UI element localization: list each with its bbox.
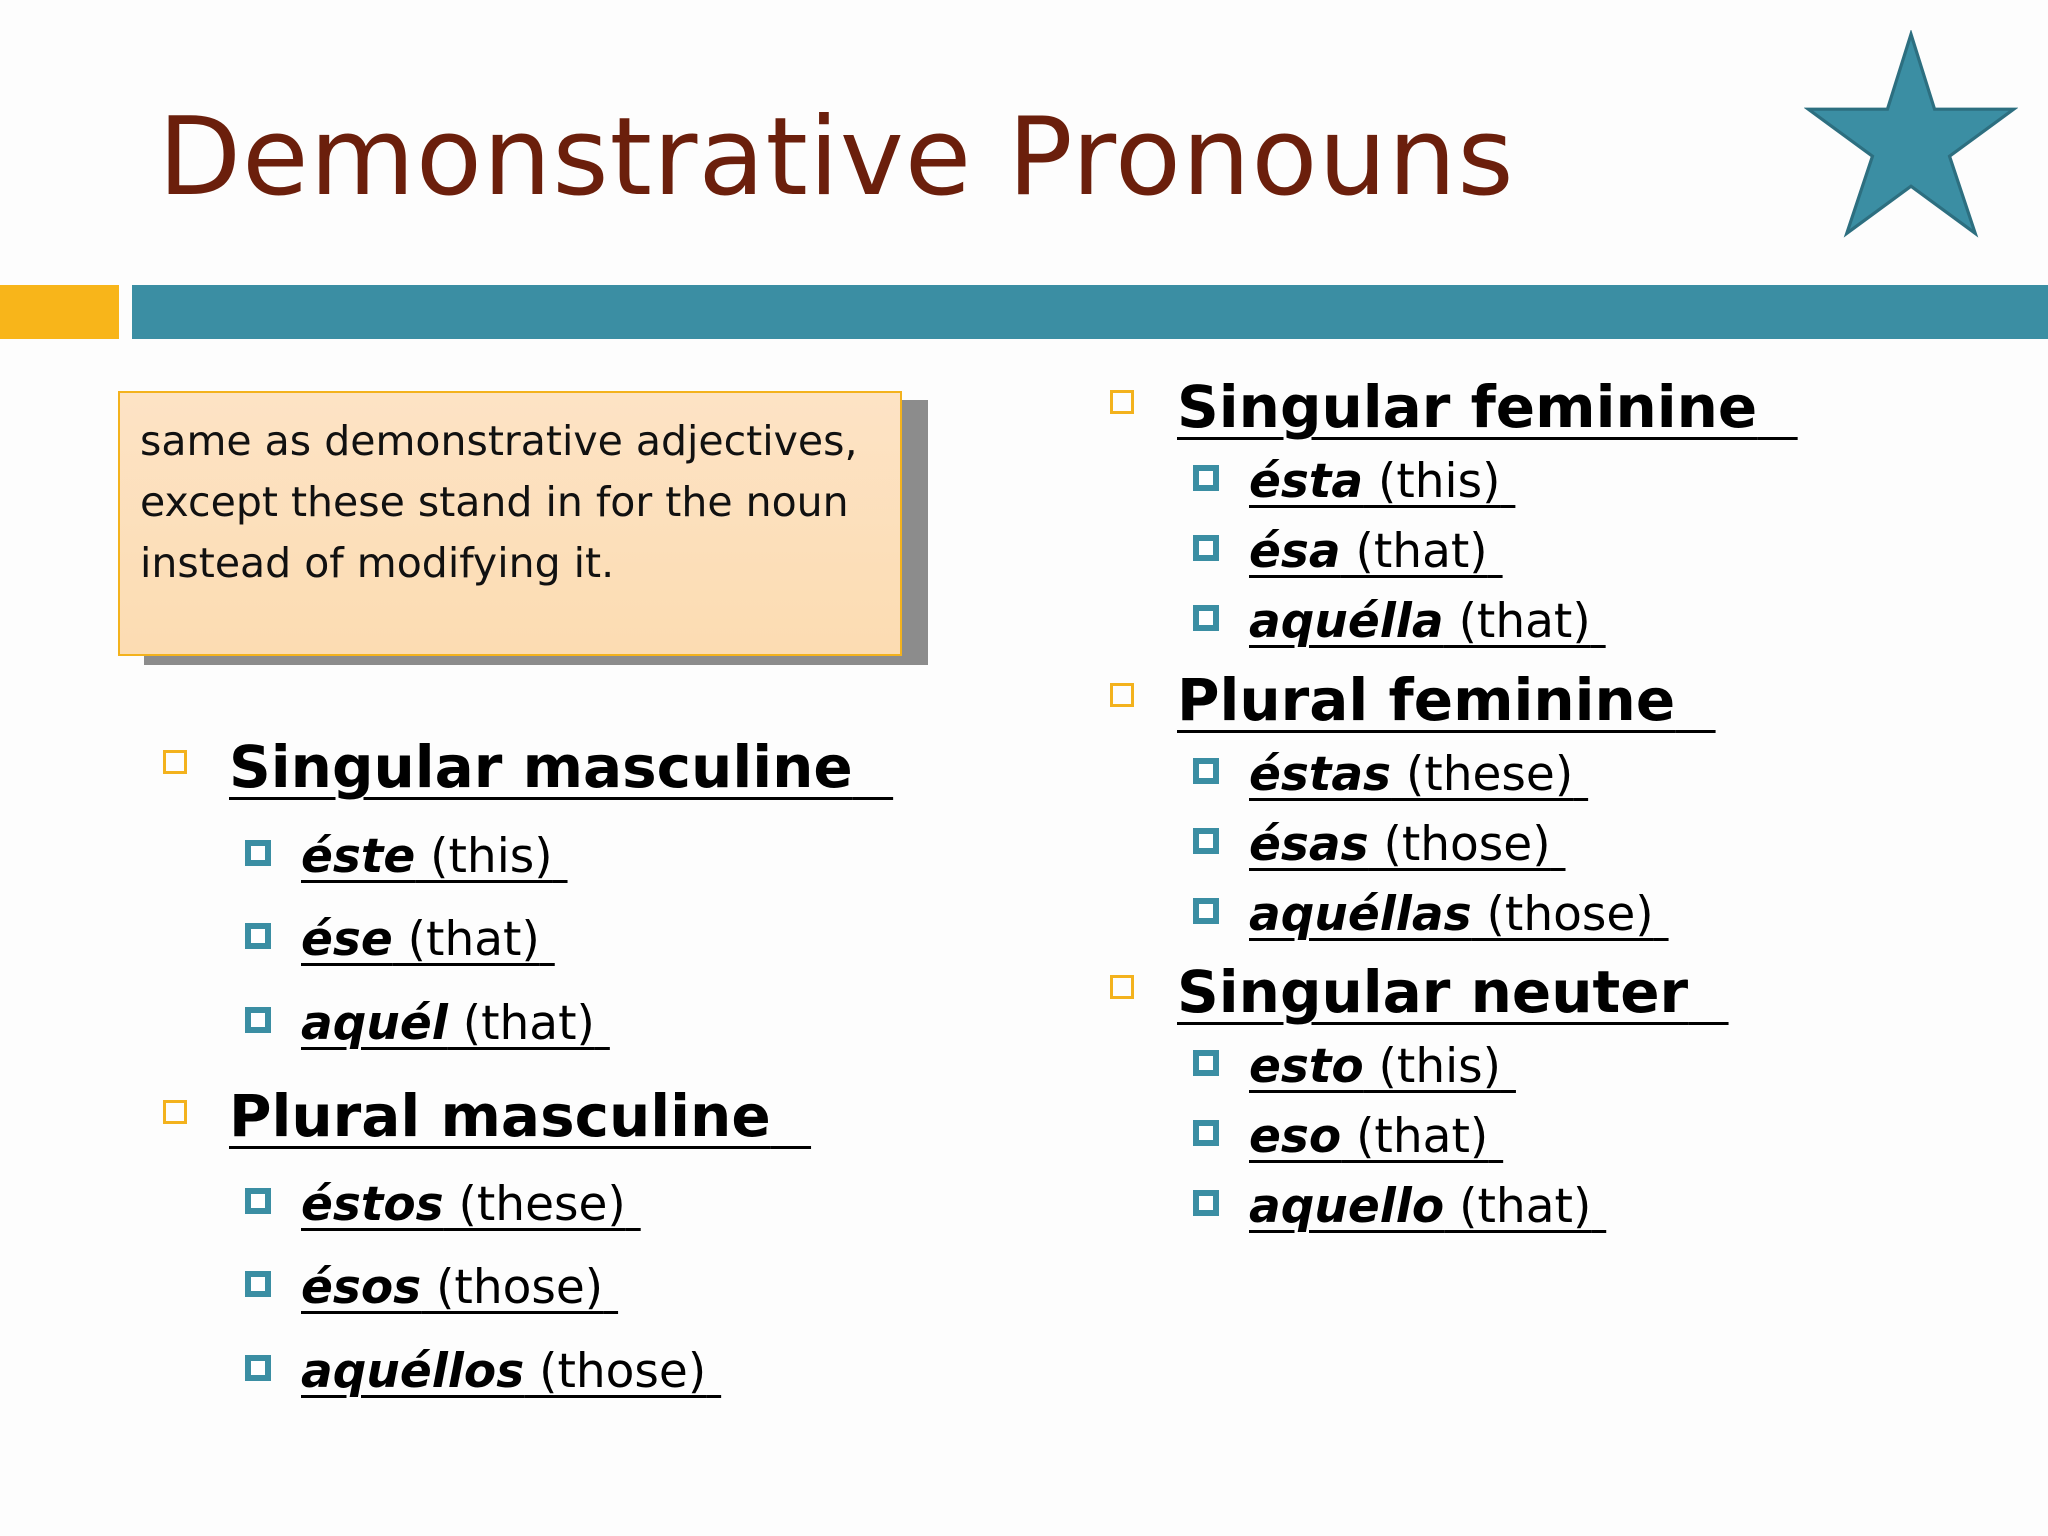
item-bullet-icon xyxy=(245,1007,271,1033)
slide-title: Demonstrative Pronouns xyxy=(158,95,1515,220)
pronoun-gloss: (this) xyxy=(1363,454,1501,509)
item-bullet-icon xyxy=(245,840,271,866)
pronoun-word: ésa xyxy=(1249,524,1341,579)
list-item xyxy=(301,1177,641,1232)
pronoun-word: éste xyxy=(301,829,416,884)
item-bullet-icon xyxy=(245,923,271,949)
pronoun-gloss: (this) xyxy=(1363,1039,1501,1094)
list-item xyxy=(1249,887,1669,942)
pronoun-word: éstas xyxy=(1249,747,1392,802)
list-item xyxy=(1249,747,1588,802)
list-item xyxy=(1249,817,1566,872)
item-bullet-icon xyxy=(245,1188,271,1214)
item-bullet-icon xyxy=(1193,1190,1219,1216)
pronoun-gloss: (that) xyxy=(392,912,540,967)
list-item xyxy=(1249,1109,1503,1164)
item-bullet-icon xyxy=(1193,898,1219,924)
pronoun-word: ése xyxy=(301,912,393,967)
pronoun-word: ésos xyxy=(301,1260,422,1315)
item-bullet-icon xyxy=(245,1271,271,1297)
pronoun-word: aquéllos xyxy=(301,1344,525,1399)
heading-bullet-icon xyxy=(163,1100,187,1124)
group-heading-singular-feminine: Singular feminine xyxy=(1177,373,1758,441)
item-bullet-icon xyxy=(1193,758,1219,784)
pronoun-gloss: (those) xyxy=(524,1344,707,1399)
pronoun-gloss: (those) xyxy=(1368,817,1551,872)
pronoun-gloss: (this) xyxy=(415,829,553,884)
item-bullet-icon xyxy=(1193,1120,1219,1146)
item-bullet-icon xyxy=(1193,535,1219,561)
list-item xyxy=(301,829,568,884)
pronoun-word: éstos xyxy=(301,1177,444,1232)
item-bullet-icon xyxy=(1193,465,1219,491)
pronoun-word: ésta xyxy=(1249,454,1364,509)
pronoun-word: aquello xyxy=(1249,1179,1445,1234)
item-bullet-icon xyxy=(1193,605,1219,631)
list-item xyxy=(301,1260,618,1315)
pronoun-word: esto xyxy=(1249,1039,1364,1094)
pronoun-gloss: (these) xyxy=(443,1177,626,1232)
pronoun-word: eso xyxy=(1249,1109,1342,1164)
item-bullet-icon xyxy=(245,1355,271,1381)
list-item xyxy=(1249,524,1503,579)
group-heading-singular-masculine: Singular masculine xyxy=(229,733,853,801)
pronoun-word: ésas xyxy=(1249,817,1369,872)
list-item xyxy=(1249,1039,1516,1094)
list-item xyxy=(301,1344,721,1399)
pronoun-gloss: (that) xyxy=(1340,524,1488,579)
note-text: same as demonstrative adjectives, except these stand in for the noun instead of modifying it. xyxy=(140,417,858,587)
heading-bullet-icon xyxy=(1110,975,1134,999)
pronoun-word: aquél xyxy=(301,996,448,1051)
accent-bar-orange xyxy=(0,285,119,339)
pronoun-gloss: (that) xyxy=(1443,594,1591,649)
pronoun-word: aquélla xyxy=(1249,594,1444,649)
accent-bar-teal xyxy=(132,285,2048,339)
note-box xyxy=(118,391,902,656)
list-item xyxy=(301,912,555,967)
star-icon xyxy=(1804,30,2018,244)
group-heading-plural-masculine: Plural masculine xyxy=(229,1082,771,1150)
pronoun-word: aquéllas xyxy=(1249,887,1472,942)
heading-bullet-icon xyxy=(163,750,187,774)
pronoun-gloss: (that) xyxy=(1341,1109,1489,1164)
pronoun-gloss: (those) xyxy=(421,1260,604,1315)
heading-bullet-icon xyxy=(1110,390,1134,414)
list-item xyxy=(1249,1179,1606,1234)
item-bullet-icon xyxy=(1193,828,1219,854)
list-item xyxy=(1249,594,1606,649)
list-item xyxy=(1249,454,1515,509)
heading-bullet-icon xyxy=(1110,683,1134,707)
item-bullet-icon xyxy=(1193,1050,1219,1076)
pronoun-gloss: (these) xyxy=(1391,747,1574,802)
pronoun-gloss: (that) xyxy=(1444,1179,1592,1234)
list-item xyxy=(301,996,610,1051)
group-heading-plural-feminine: Plural feminine xyxy=(1177,666,1676,734)
pronoun-gloss: (that) xyxy=(447,996,595,1051)
group-heading-singular-neuter: Singular neuter xyxy=(1177,958,1689,1026)
pronoun-gloss: (those) xyxy=(1471,887,1654,942)
